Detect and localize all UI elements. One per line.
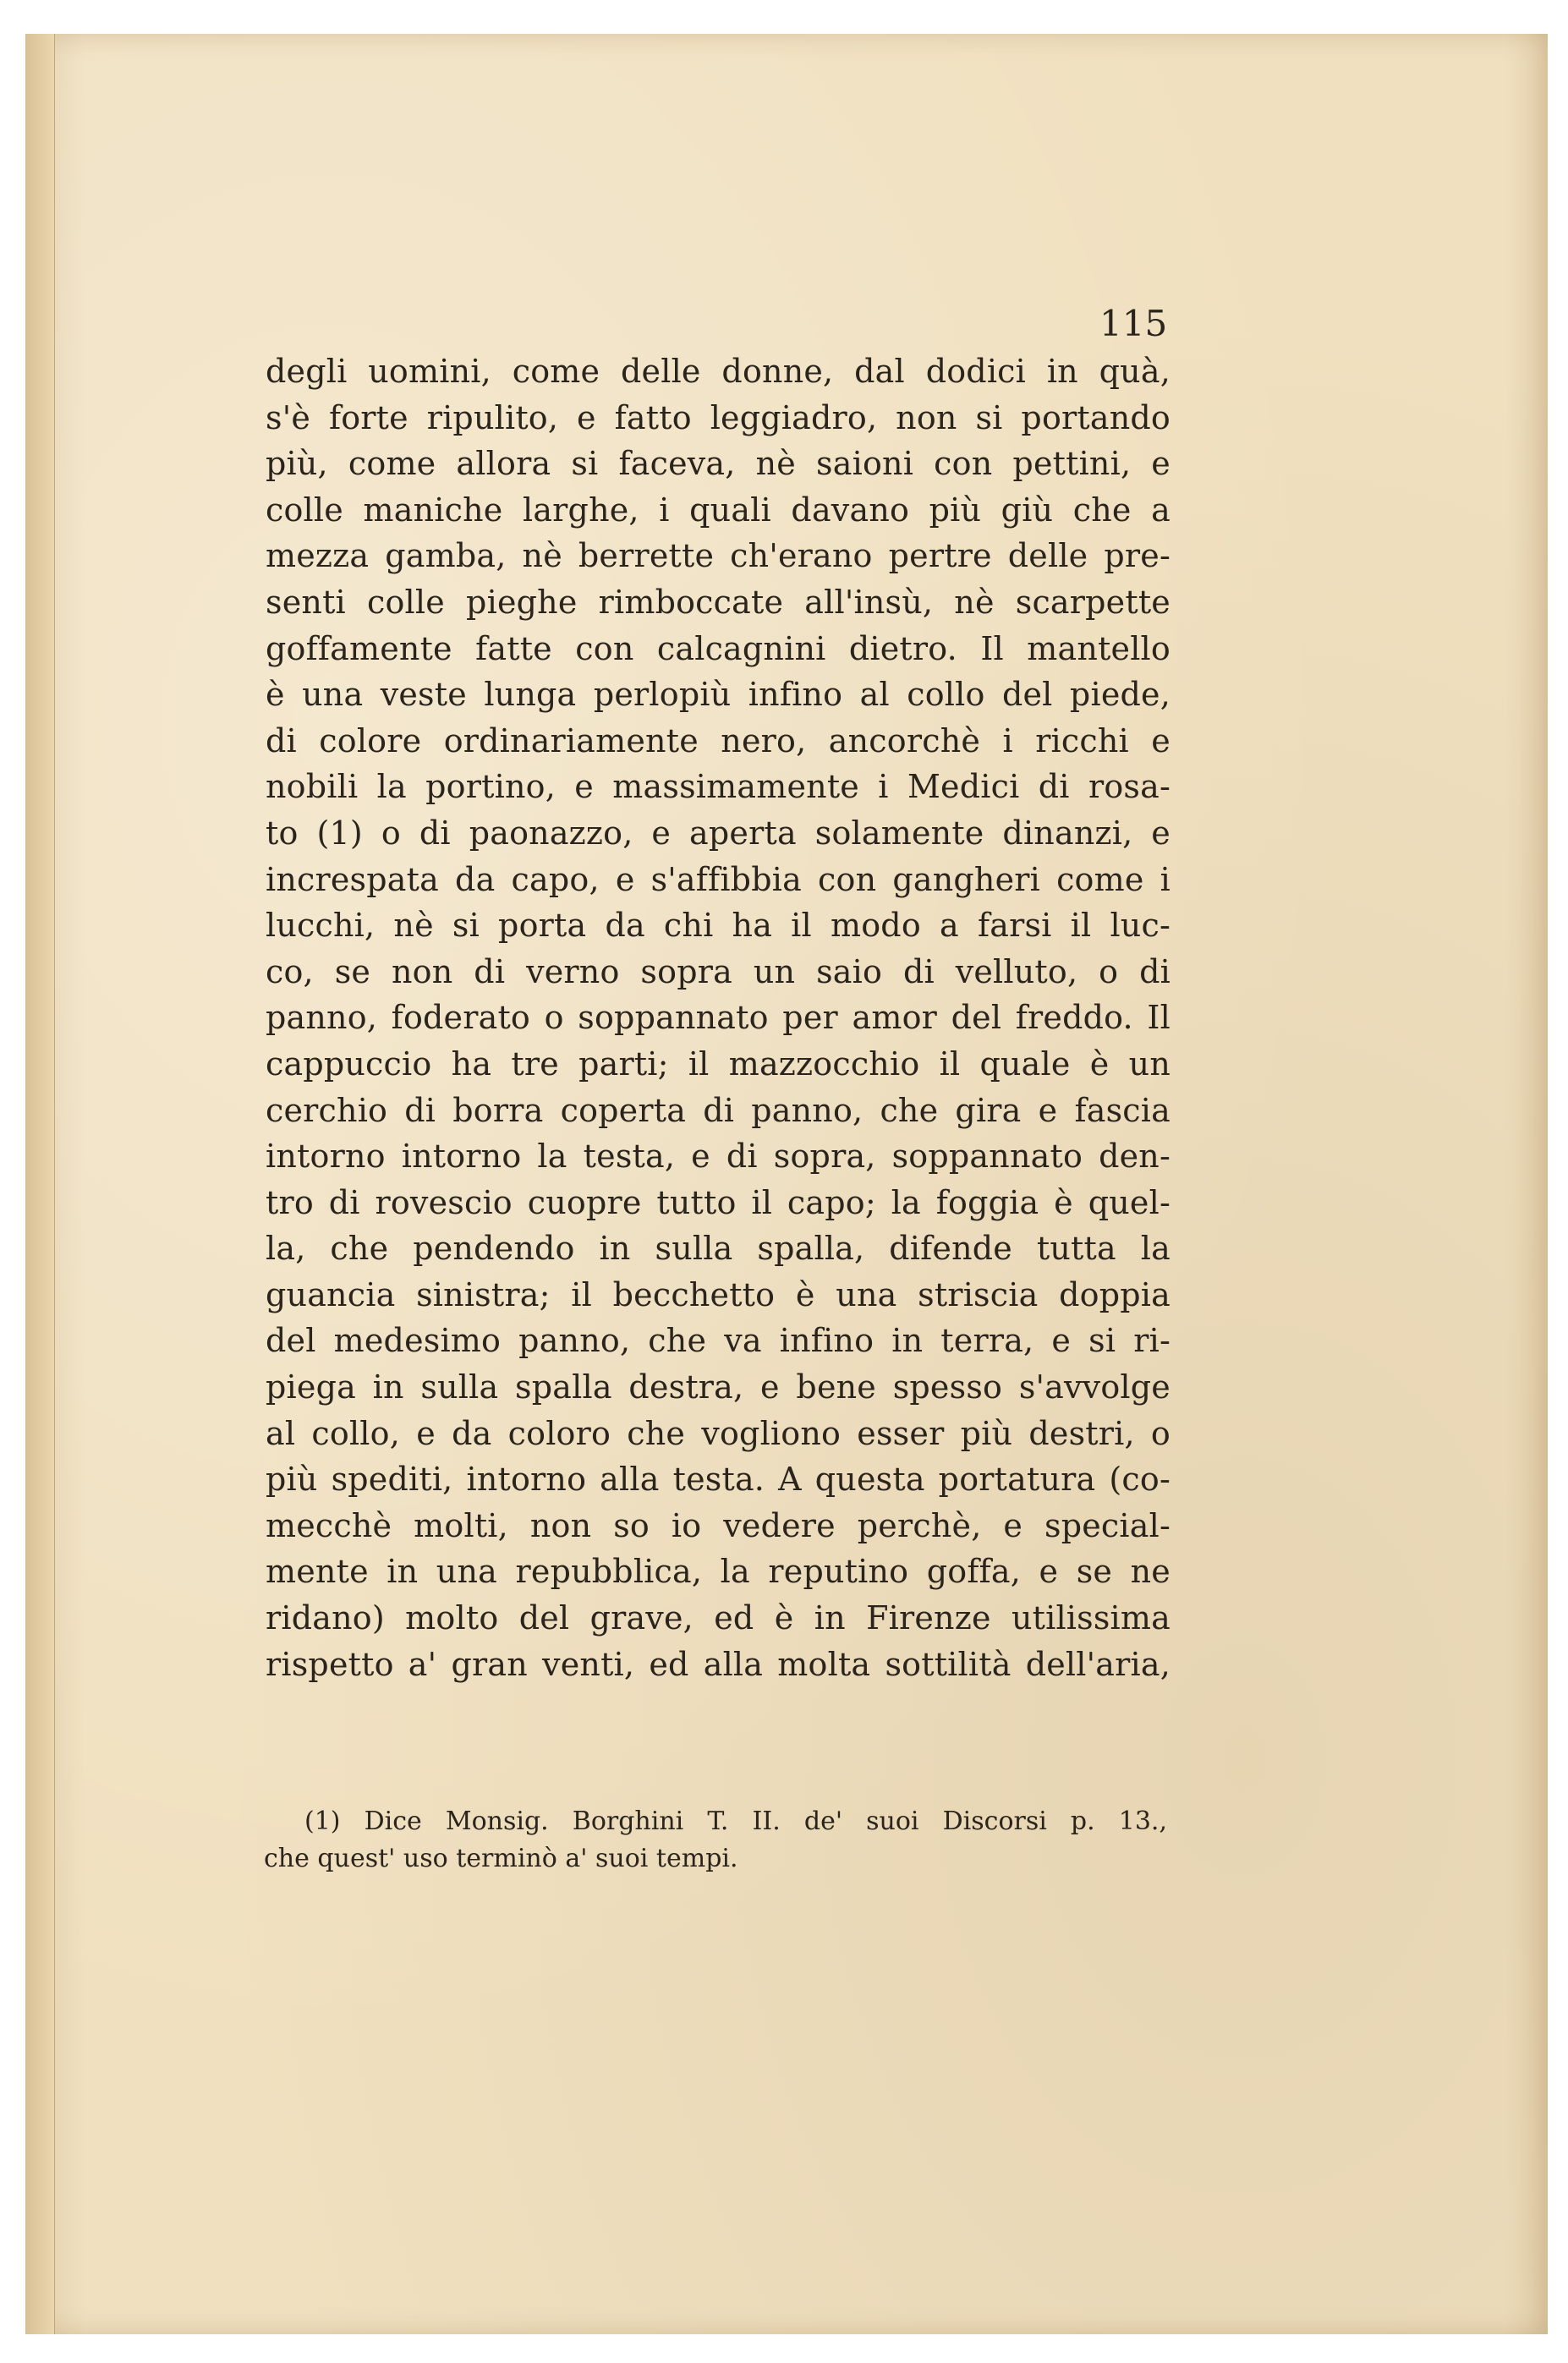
text-line: lucchi, nè si porta da chi ha il modo a farsi il luc- (266, 907, 1171, 945)
text-line: increspata da capo, e s'affibbia con gangheri come i (266, 860, 1171, 898)
footnote-line: che quest' uso terminò a' suoi tempi. (264, 1844, 738, 1873)
text-line: tro di rovescio cuopre tutto il capo; la foggia è quel- (266, 1183, 1171, 1221)
text-line: goffamente fatte con calcagnini dietro. Il mantello (266, 629, 1171, 667)
text-line: nobili la portino, e massimamente i Medici di rosa- (266, 768, 1171, 806)
text-line: è una veste lunga perlopiù infino al collo del piede, (266, 676, 1171, 714)
text-line: più spediti, intorno alla testa. A questa portatura (co- (266, 1461, 1171, 1499)
text-line: cappuccio ha tre parti; il mazzocchio il quale è un (266, 1044, 1171, 1083)
text-line: la, che pendendo in sulla spalla, difende tutta la (266, 1230, 1171, 1268)
body-text (266, 348, 1171, 1687)
footnote (264, 1803, 1167, 1878)
text-line: co, se non di verno sopra un saio di velluto, o di (266, 952, 1171, 990)
text-line: più, come allora si faceva, nè saioni con pettini, e (266, 445, 1171, 483)
text-line: s'è forte ripulito, e fatto leggiadro, non si portando (266, 398, 1171, 436)
page-binding-edge (25, 34, 55, 2334)
text-line: mente in una repubblica, la reputino goffa, e se ne (266, 1553, 1171, 1591)
footnote-line: (1) Dice Monsig. Borghini T. II. de' suoi Discorsi p. 13., (304, 1807, 1167, 1836)
text-line: di colore ordinariamente nero, ancorchè i ricchi e (266, 721, 1171, 759)
text-line: senti colle pieghe rimboccate all'insù, nè scarpette (266, 583, 1171, 621)
text-line: ridano) molto del grave, ed è in Firenze utilissima (266, 1599, 1171, 1637)
text-line: rispetto a' gran venti, ed alla molta sottilità dell'aria, (266, 1645, 1171, 1683)
text-line: to (1) o di paonazzo, e aperta solamente dinanzi, e (266, 814, 1171, 852)
text-line: degli uomini, come delle donne, dal dodici in quà, (266, 353, 1171, 390)
text-line: guancia sinistra; il becchetto è una striscia doppia (266, 1275, 1171, 1313)
text-line: mecchè molti, non so io vedere perchè, e special- (266, 1506, 1171, 1544)
text-line: del medesimo panno, che va infino in terra, e si ri- (266, 1322, 1171, 1360)
page-number: 115 (1099, 303, 1168, 344)
text-line: panno, foderato o soppannato per amor del freddo. Il (266, 999, 1171, 1037)
text-line: cerchio di borra coperta di panno, che gira e fascia (266, 1091, 1171, 1129)
text-line: piega in sulla spalla destra, e bene spesso s'avvolge (266, 1368, 1171, 1406)
text-line: mezza gamba, nè berrette ch'erano pertre delle pre- (266, 537, 1171, 575)
text-line: al collo, e da coloro che vogliono esser più destri, o (266, 1414, 1171, 1452)
text-line: colle maniche larghe, i quali davano più giù che a (266, 491, 1171, 529)
text-line: intorno intorno la testa, e di sopra, soppannato den- (266, 1138, 1171, 1176)
